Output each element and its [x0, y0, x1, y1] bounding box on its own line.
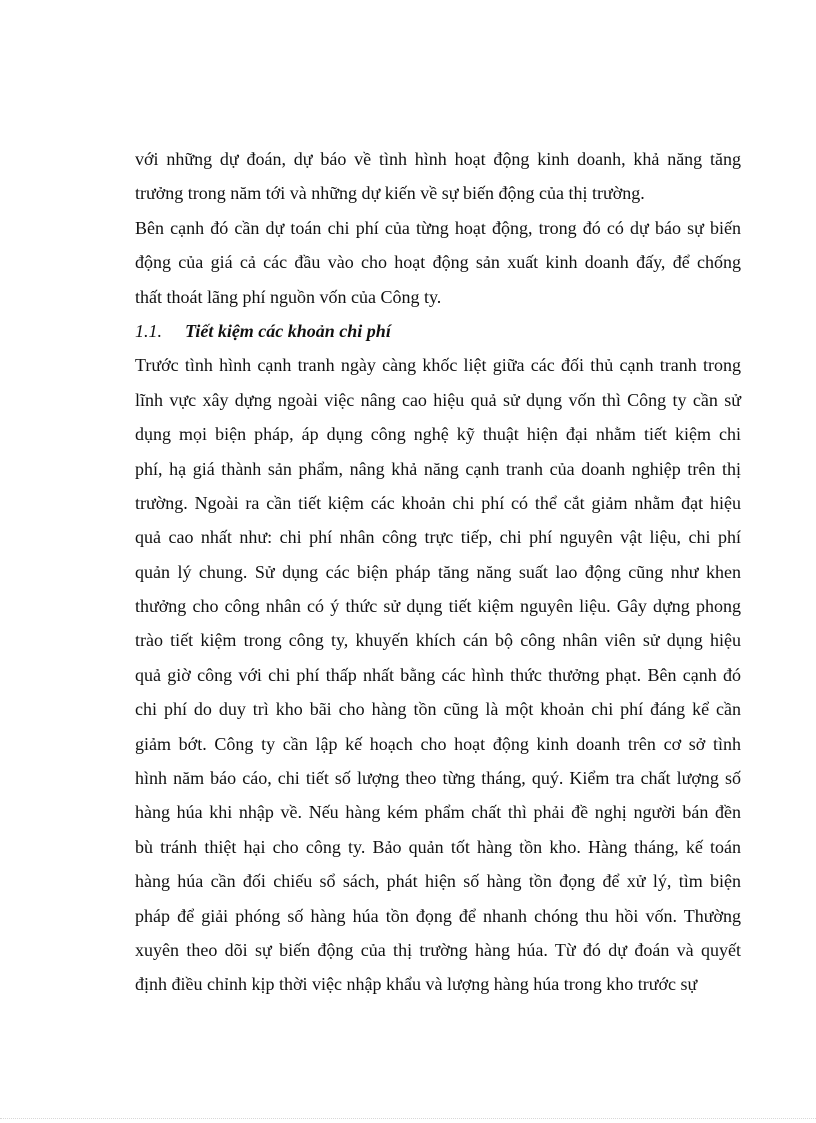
paragraph-line-11: quả cao nhất như: chi phí nhân công trực tiếp, chi phí nguyên vật liệu, chi phí — [135, 527, 741, 548]
paragraph-line-19: hàng húa khi nhập về. Nếu hàng kém phẩm chất thì phải đề nghị người bán đền — [135, 802, 741, 823]
paragraph-line-14: trào tiết kiệm trong công ty, khuyến khích cán bộ công nhân viên sử dụng hiệu — [135, 630, 741, 651]
paragraph-line-16: chi phí do duy trì kho bãi cho hàng tồn cũng là một khoản chi phí đáng kể cần — [135, 699, 741, 720]
page-body — [135, 142, 741, 1002]
paragraph-line-4: động của giá cả các đầu vào cho hoạt động sản xuất kinh doanh đấy, để chống — [135, 252, 741, 273]
paragraph-line-13: thưởng cho công nhân có ý thức sử dụng tiết kiệm nguyên liệu. Gây dựng phong — [135, 596, 741, 617]
page-bottom-border — [0, 1118, 816, 1119]
paragraph-line-17: giảm bớt. Công ty cần lập kế hoạch cho hoạt động kinh doanh trên cơ sở tình — [135, 733, 741, 754]
paragraph-line-21: hàng húa cần đối chiếu sổ sách, phát hiện số hàng tồn đọng để xử lý, tìm biện — [135, 871, 741, 892]
paragraph-line-6: Trước tình hình cạnh tranh ngày càng khốc liệt giữa các đối thủ cạnh tranh trong — [135, 355, 741, 376]
paragraph-line-1: với những dự đoán, dự báo về tình hình hoạt động kinh doanh, khả năng tăng — [135, 149, 741, 169]
paragraph-line-3: Bên cạnh đó cần dự toán chi phí của từng hoạt động, trong đó có dự báo sự biến — [135, 217, 741, 238]
paragraph-line-8: dụng mọi biện pháp, áp dụng công nghệ kỹ thuật hiện đại nhằm tiết kiệm chi — [135, 424, 741, 445]
paragraph-line-5: thất thoát lãng phí nguồn vốn của Công ty. — [135, 286, 442, 307]
paragraph-line-24: định điều chỉnh kịp thời việc nhập khẩu và lượng hàng húa trong kho trước sự — [135, 974, 698, 995]
section-number: 1.1. — [135, 320, 162, 341]
paragraph-line-9: phí, hạ giá thành sản phẩm, nâng khả năng cạnh tranh của doanh nghiệp trên thị — [135, 458, 741, 479]
paragraph-line-15: quả giờ công với chi phí thấp nhất bằng các hình thức thưởng phạt. Bên cạnh đó — [135, 664, 741, 685]
paragraph-line-7: lĩnh vực xây dựng ngoài việc nâng cao hiệu quả sử dụng vốn thì Công ty cần sử — [135, 389, 741, 410]
section-heading — [135, 314, 741, 348]
paragraph-line-2: trưởng trong năm tới và những dự kiến về sự biến động của thị trường. — [135, 183, 645, 204]
paragraph-line-22: pháp để giải phóng số hàng húa tồn đọng để nhanh chóng thu hồi vốn. Thường — [135, 905, 741, 926]
paragraph-line-12: quản lý chung. Sử dụng các biện pháp tăng năng suất lao động cũng như khen — [135, 561, 741, 582]
paragraph-line-23: xuyên theo dõi sự biến động của thị trường hàng húa. Từ đó dự đoán và quyết — [135, 939, 741, 960]
paragraph-line-18: hình năm báo cáo, chi tiết số lượng theo từng tháng, quý. Kiểm tra chất lượng số — [135, 768, 741, 789]
section-title: Tiết kiệm các khoản chi phí — [185, 320, 391, 341]
paragraph-line-20: bù tránh thiệt hại cho công ty. Bảo quản tốt hàng tồn kho. Hàng tháng, kế toán — [135, 836, 741, 857]
paragraph-line-10: trường. Ngoài ra cần tiết kiệm các khoản chi phí có thể cắt giảm nhằm đạt hiệu — [135, 492, 741, 513]
